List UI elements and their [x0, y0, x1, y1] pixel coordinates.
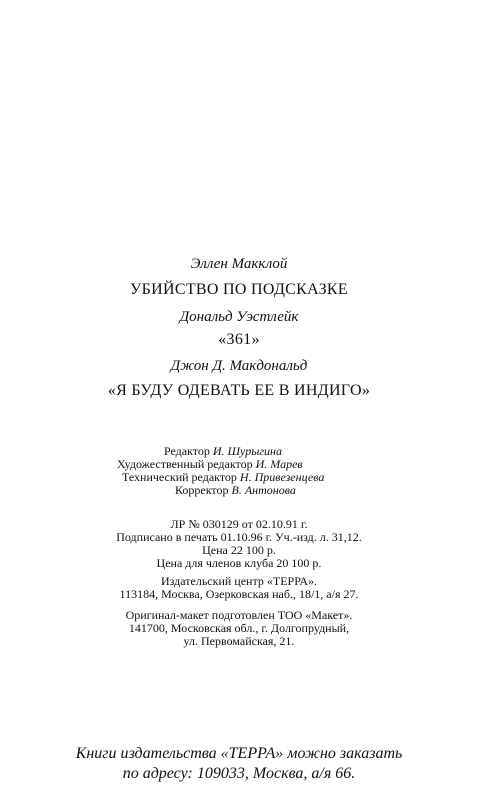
art-editor-name: И. Марев [255, 457, 303, 471]
layout-by-line-1: Оригинал-макет подготовлен ТОО «Макет». [125, 608, 353, 622]
proofreader-role: Корректор [175, 483, 229, 497]
layout-by-line-2: 141700, Московская обл., г. Долгопрудный, [128, 621, 350, 635]
author-3: Джон Д. Макдональд [170, 358, 308, 374]
order-note-line-2: по адресу: 109033, Москва, а/я 66. [122, 765, 356, 782]
order-note-line-1: Книги издательства «ТЕРРА» можно заказать [75, 745, 403, 762]
author-1: Эллен Макклой [190, 256, 288, 272]
license-line: ЛР № 030129 от 02.10.91 г. [170, 517, 308, 531]
editor-name: И. Шурыгина [212, 444, 282, 458]
author-2: Дональд Уэстлейк [179, 309, 299, 325]
editor-role: Редактор [164, 444, 210, 458]
art-editor-role: Художественный редактор [117, 457, 253, 471]
title-2: «361» [218, 331, 260, 348]
publisher-address: 113184, Москва, Озерковская наб., 18/1, а/я 27. [119, 587, 359, 601]
proofreader-line [175, 484, 296, 497]
price-line: Цена 22 100 р. [202, 543, 276, 557]
club-price-line: Цена для членов клуба 20 100 р. [156, 556, 322, 570]
title-1: УБИЙСТВО ПО ПОДСКАЗКЕ [130, 281, 348, 298]
layout-by-line-3: ул. Первомайская, 21. [183, 634, 295, 648]
tech-editor-role: Технический редактор [122, 470, 237, 484]
signed-line: Подписано в печать 01.10.96 г. Уч.-изд. л. 31,12. [116, 530, 362, 544]
title-3: «Я БУДУ ОДЕВАТЬ ЕЕ В ИНДИГО» [107, 382, 371, 399]
publisher-name: Издательский центр «ТЕРРА». [160, 574, 318, 588]
proofreader-name: В. Антонова [231, 483, 296, 497]
tech-editor-name: Н. Привезенцева [239, 470, 325, 484]
